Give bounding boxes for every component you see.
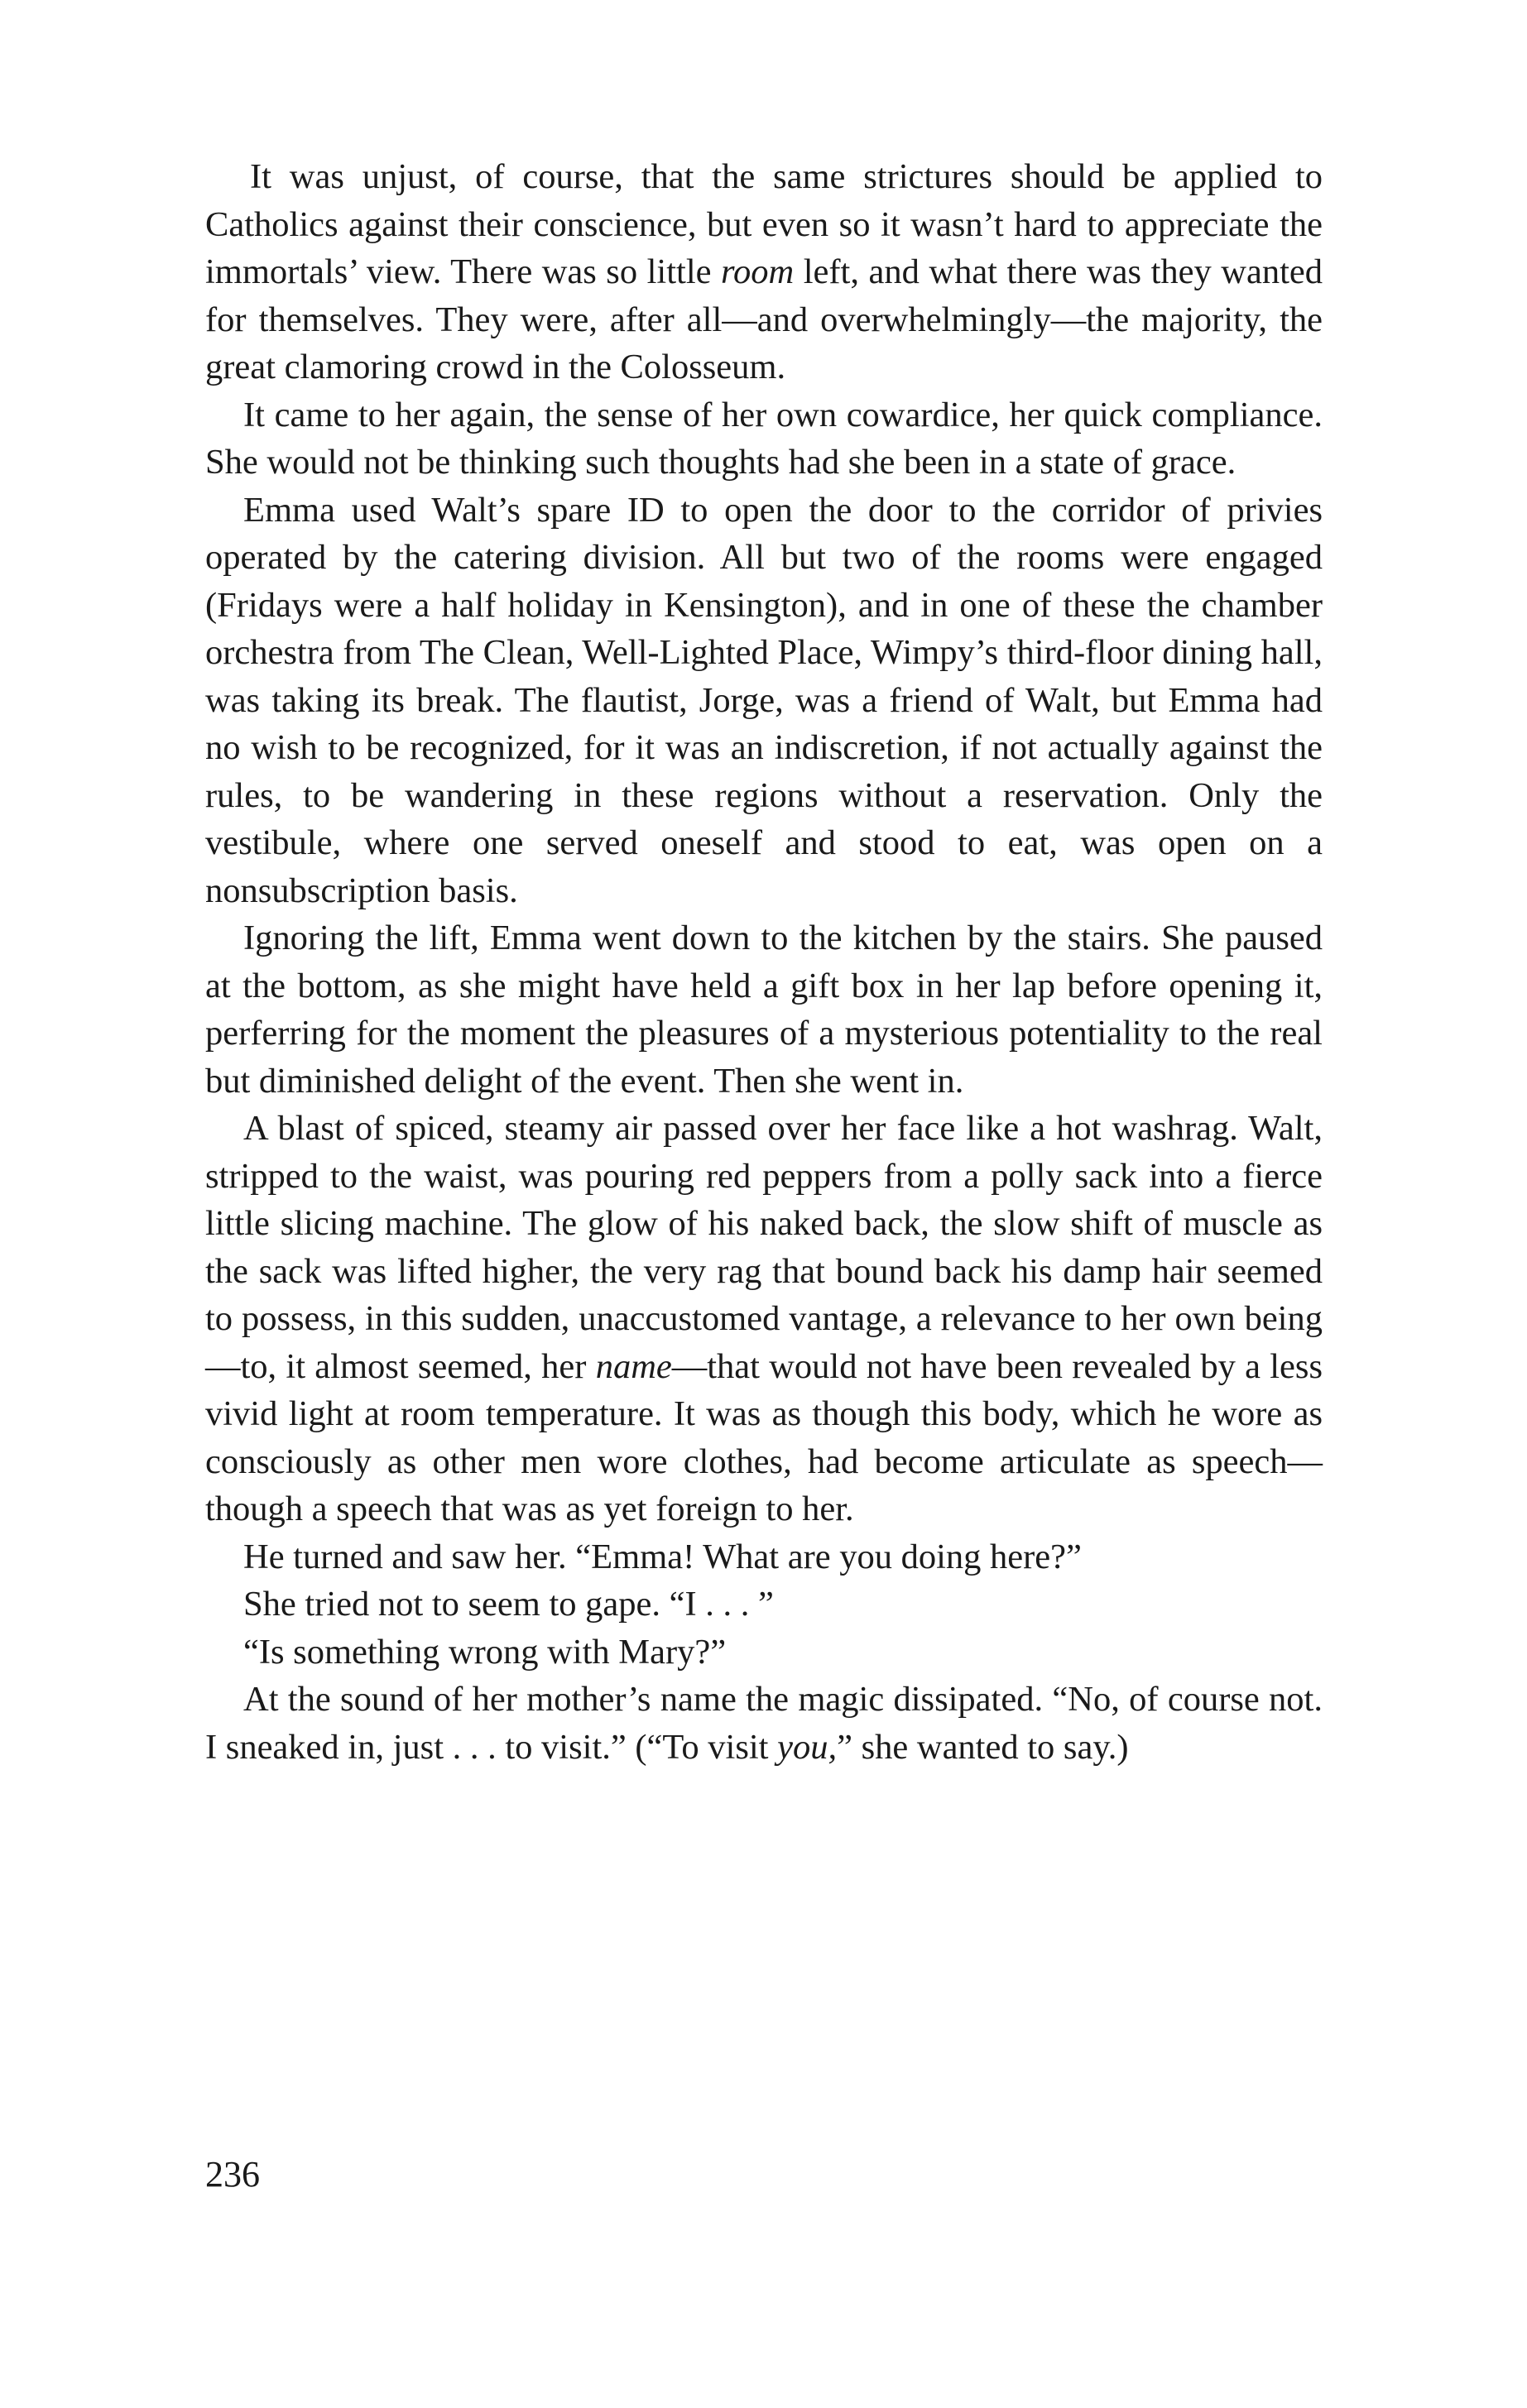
page-body <box>205 153 1323 1771</box>
paragraph-2 <box>205 391 1323 487</box>
text-run: He turned and saw her. “Emma! What are you doing here?” <box>243 1537 1082 1576</box>
paragraph-4 <box>205 914 1323 1105</box>
paragraph-1 <box>205 153 1323 391</box>
page-number: 236 <box>205 2154 260 2195</box>
text-run: It was unjust, of course, that the same strictures should be applied to Catholics against their conscience, but even so it wasn’t hard to appreciate the immortals’ view. There was so little <box>205 157 1323 291</box>
paragraph-3 <box>205 487 1323 915</box>
paragraph-9 <box>205 1676 1323 1771</box>
italic-text: you, <box>777 1727 838 1767</box>
text-run: She tried not to seem to gape. “I . . . ” <box>243 1585 774 1624</box>
text-run: At the sound of her mother’s name the magic dissipated. “No, of course not. I sneaked in, just . . . to visit.” (“To visit <box>205 1680 1323 1767</box>
paragraph-7 <box>205 1581 1323 1629</box>
text-run: “Is something wrong with Mary?” <box>243 1632 727 1672</box>
text-run: —that would not have been revealed by a less vivid light at room temperature. It was as though this body, which he wore as consciously as other men wore clothes, had become articulate as speech—though a speech that was as yet foreign to her. <box>205 1346 1323 1528</box>
text-run: Ignoring the lift, Emma went down to the kitchen by the stairs. She paused at the bottom, as she might have held a gift box in her lap before opening it, perferring for the moment the pleasures of a mysterious potentiality to the real but diminished delight of the event. Then she went in. <box>205 919 1323 1101</box>
text-run: ” she wanted to say.) <box>837 1727 1129 1767</box>
text-run: Emma used Walt’s spare ID to open the door to the corridor of privies operated by the catering division. All but two of the rooms were engaged (Fridays were a half holiday in Kensington), and in one of these the chamber orchestra from The Clean, Well-Lighted Place, Wimpy’s third-floor dining hall, was taking its break. The flautist, Jorge, was a friend of Walt, but Emma had no wish to be recognized, for it was an indiscretion, if not actually against the rules, to be wandering in these regions without a reservation. Only the vestibule, where one served oneself and stood to eat, was open on a nonsubscription basis. <box>205 490 1323 910</box>
text-run: left, and what there was they wanted for themselves. They were, after all—and overwhelmingly—the majority, the great clamoring crowd in the Colosseum. <box>205 252 1323 386</box>
text-run: It came to her again, the sense of her own cowardice, her quick compliance. She would not be thinking such thoughts had she been in a state of grace. <box>205 395 1323 482</box>
paragraph-5 <box>205 1105 1323 1533</box>
italic-text: room <box>721 252 795 291</box>
paragraph-6 <box>205 1533 1323 1581</box>
text-run: A blast of spiced, steamy air passed over her face like a hot washrag. Walt, stripped to the waist, was pouring red peppers from a polly sack into a fierce little slicing machine. The glow of his naked back, the slow shift of muscle as the sack was lifted higher, the very rag that bound back his damp hair seemed to possess, in this sudden, unaccustomed vantage, a relevance to her own being—to, it almost seemed, her <box>205 1109 1323 1386</box>
paragraph-8 <box>205 1629 1323 1676</box>
italic-text: name <box>595 1346 672 1386</box>
